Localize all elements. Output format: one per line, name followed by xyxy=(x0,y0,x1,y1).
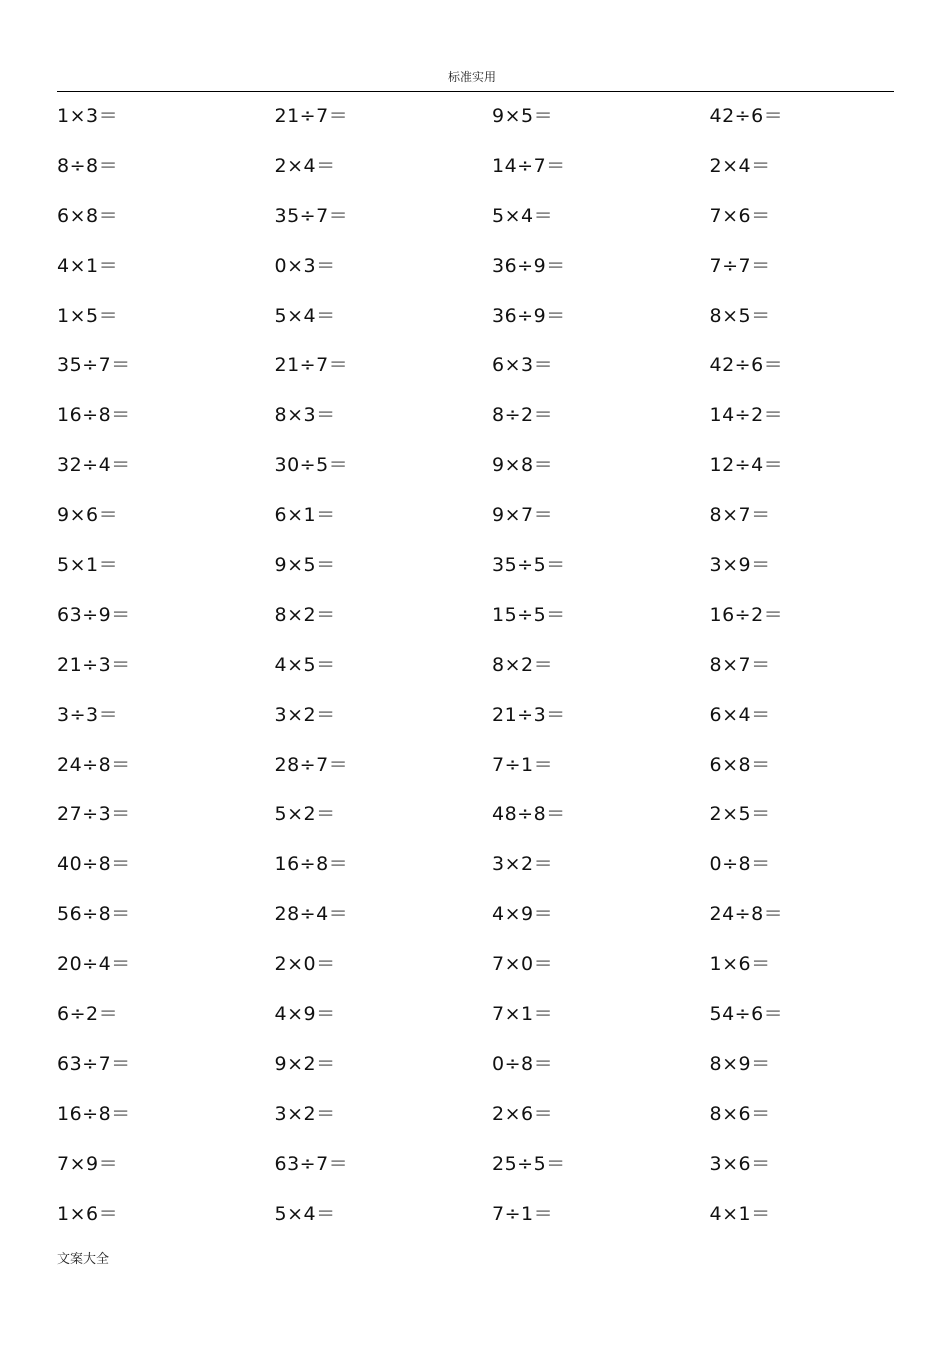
math-problem: 3÷3＝ xyxy=(57,703,119,726)
math-problem: 4×1＝ xyxy=(57,254,119,277)
arithmetic-problem-grid xyxy=(57,103,927,1250)
math-problem: 5×4＝ xyxy=(274,1202,336,1225)
math-problem: 25÷5＝ xyxy=(492,1152,566,1175)
math-problem: 1×3＝ xyxy=(57,105,119,127)
math-problem: 0×3＝ xyxy=(274,254,336,277)
math-problem: 35÷7＝ xyxy=(274,204,349,227)
math-problem: 8×3＝ xyxy=(274,404,336,427)
math-problem: 5×2＝ xyxy=(274,803,336,826)
math-problem: 2×6＝ xyxy=(492,1102,554,1125)
math-problem: 63÷7＝ xyxy=(274,1152,349,1175)
math-problem: 7÷1＝ xyxy=(492,1202,554,1225)
math-problem: 3×2＝ xyxy=(274,1102,336,1125)
math-problem: 28÷4＝ xyxy=(274,903,349,926)
math-problem: 48÷8＝ xyxy=(492,803,566,826)
page-header-title: 标准实用 xyxy=(447,70,496,84)
math-problem: 7÷1＝ xyxy=(492,753,554,776)
math-problem: 20÷4＝ xyxy=(57,953,131,976)
math-problem: 6×4＝ xyxy=(709,703,771,726)
math-problem: 1×6＝ xyxy=(709,953,771,976)
math-problem: 42÷6＝ xyxy=(709,105,784,127)
math-problem: 4×5＝ xyxy=(274,653,336,676)
math-problem: 42÷6＝ xyxy=(709,354,784,377)
math-problem: 5×4＝ xyxy=(492,204,554,227)
math-problem: 8÷8＝ xyxy=(57,154,119,177)
math-problem: 5×4＝ xyxy=(274,304,336,327)
math-problem: 63÷7＝ xyxy=(57,1052,131,1075)
math-problem: 8×5＝ xyxy=(709,304,771,327)
math-problem: 36÷9＝ xyxy=(492,254,566,277)
math-problem: 9×6＝ xyxy=(57,504,119,527)
math-problem: 9×5＝ xyxy=(492,105,554,127)
math-problem: 7÷7＝ xyxy=(709,254,771,277)
math-problem: 7×1＝ xyxy=(492,1003,554,1026)
math-problem: 2×4＝ xyxy=(709,154,771,177)
math-problem: 30÷5＝ xyxy=(274,454,349,477)
math-problem: 24÷8＝ xyxy=(709,903,784,926)
math-problem: 0÷8＝ xyxy=(709,853,771,876)
math-problem: 2×0＝ xyxy=(274,953,336,976)
math-problem: 6×8＝ xyxy=(709,753,771,776)
math-problem: 21÷3＝ xyxy=(492,703,566,726)
math-problem: 14÷2＝ xyxy=(709,404,784,427)
math-problem: 8×7＝ xyxy=(709,653,771,676)
math-problem: 16÷2＝ xyxy=(709,603,784,626)
math-problem: 54÷6＝ xyxy=(709,1003,784,1026)
page-footer-text: 文案大全 xyxy=(57,1252,110,1267)
math-problem: 6×1＝ xyxy=(274,504,336,527)
math-problem: 3×9＝ xyxy=(709,554,771,577)
math-problem: 35÷7＝ xyxy=(57,354,131,377)
math-problem: 8÷2＝ xyxy=(492,404,554,427)
math-problem: 56÷8＝ xyxy=(57,903,131,926)
math-problem: 35÷5＝ xyxy=(492,554,566,577)
math-problem: 28÷7＝ xyxy=(274,753,349,776)
math-problem: 8×9＝ xyxy=(709,1052,771,1075)
math-problem: 14÷7＝ xyxy=(492,154,566,177)
math-problem: 2×4＝ xyxy=(274,154,336,177)
math-problem: 8×7＝ xyxy=(709,504,771,527)
math-problem: 8×2＝ xyxy=(274,603,336,626)
math-problem: 4×9＝ xyxy=(274,1003,336,1026)
math-problem: 9×2＝ xyxy=(274,1052,336,1075)
math-problem: 6×8＝ xyxy=(57,204,119,227)
math-problem: 1×5＝ xyxy=(57,304,119,327)
math-problem: 16÷8＝ xyxy=(57,1102,131,1125)
math-problem: 21÷7＝ xyxy=(274,354,349,377)
header-divider xyxy=(57,91,894,92)
math-problem: 7×6＝ xyxy=(709,204,771,227)
math-problem: 36÷9＝ xyxy=(492,304,566,327)
math-problem: 15÷5＝ xyxy=(492,603,566,626)
math-problem: 6÷2＝ xyxy=(57,1003,119,1026)
math-problem: 8×6＝ xyxy=(709,1102,771,1125)
math-problem: 4×9＝ xyxy=(492,903,554,926)
math-problem: 8×2＝ xyxy=(492,653,554,676)
math-problem: 9×7＝ xyxy=(492,504,554,527)
math-problem: 27÷3＝ xyxy=(57,803,131,826)
math-problem: 21÷3＝ xyxy=(57,653,131,676)
math-problem: 1×6＝ xyxy=(57,1202,119,1225)
math-problem: 16÷8＝ xyxy=(57,404,131,427)
math-problem: 5×1＝ xyxy=(57,554,119,577)
math-problem: 3×2＝ xyxy=(492,853,554,876)
math-problem: 12÷4＝ xyxy=(709,454,784,477)
math-problem: 16÷8＝ xyxy=(274,853,349,876)
math-problem: 3×2＝ xyxy=(274,703,336,726)
math-problem: 9×5＝ xyxy=(274,554,336,577)
math-problem: 32÷4＝ xyxy=(57,454,131,477)
math-problem: 0÷8＝ xyxy=(492,1052,554,1075)
math-problem: 6×3＝ xyxy=(492,354,554,377)
math-problem: 2×5＝ xyxy=(709,803,771,826)
math-problem: 7×0＝ xyxy=(492,953,554,976)
math-problem: 63÷9＝ xyxy=(57,603,131,626)
math-problem: 3×6＝ xyxy=(709,1152,771,1175)
math-problem: 24÷8＝ xyxy=(57,753,131,776)
math-problem: 21÷7＝ xyxy=(274,105,349,127)
math-problem: 4×1＝ xyxy=(709,1202,771,1225)
math-problem: 7×9＝ xyxy=(57,1152,119,1175)
math-problem: 40÷8＝ xyxy=(57,853,131,876)
math-problem: 9×8＝ xyxy=(492,454,554,477)
